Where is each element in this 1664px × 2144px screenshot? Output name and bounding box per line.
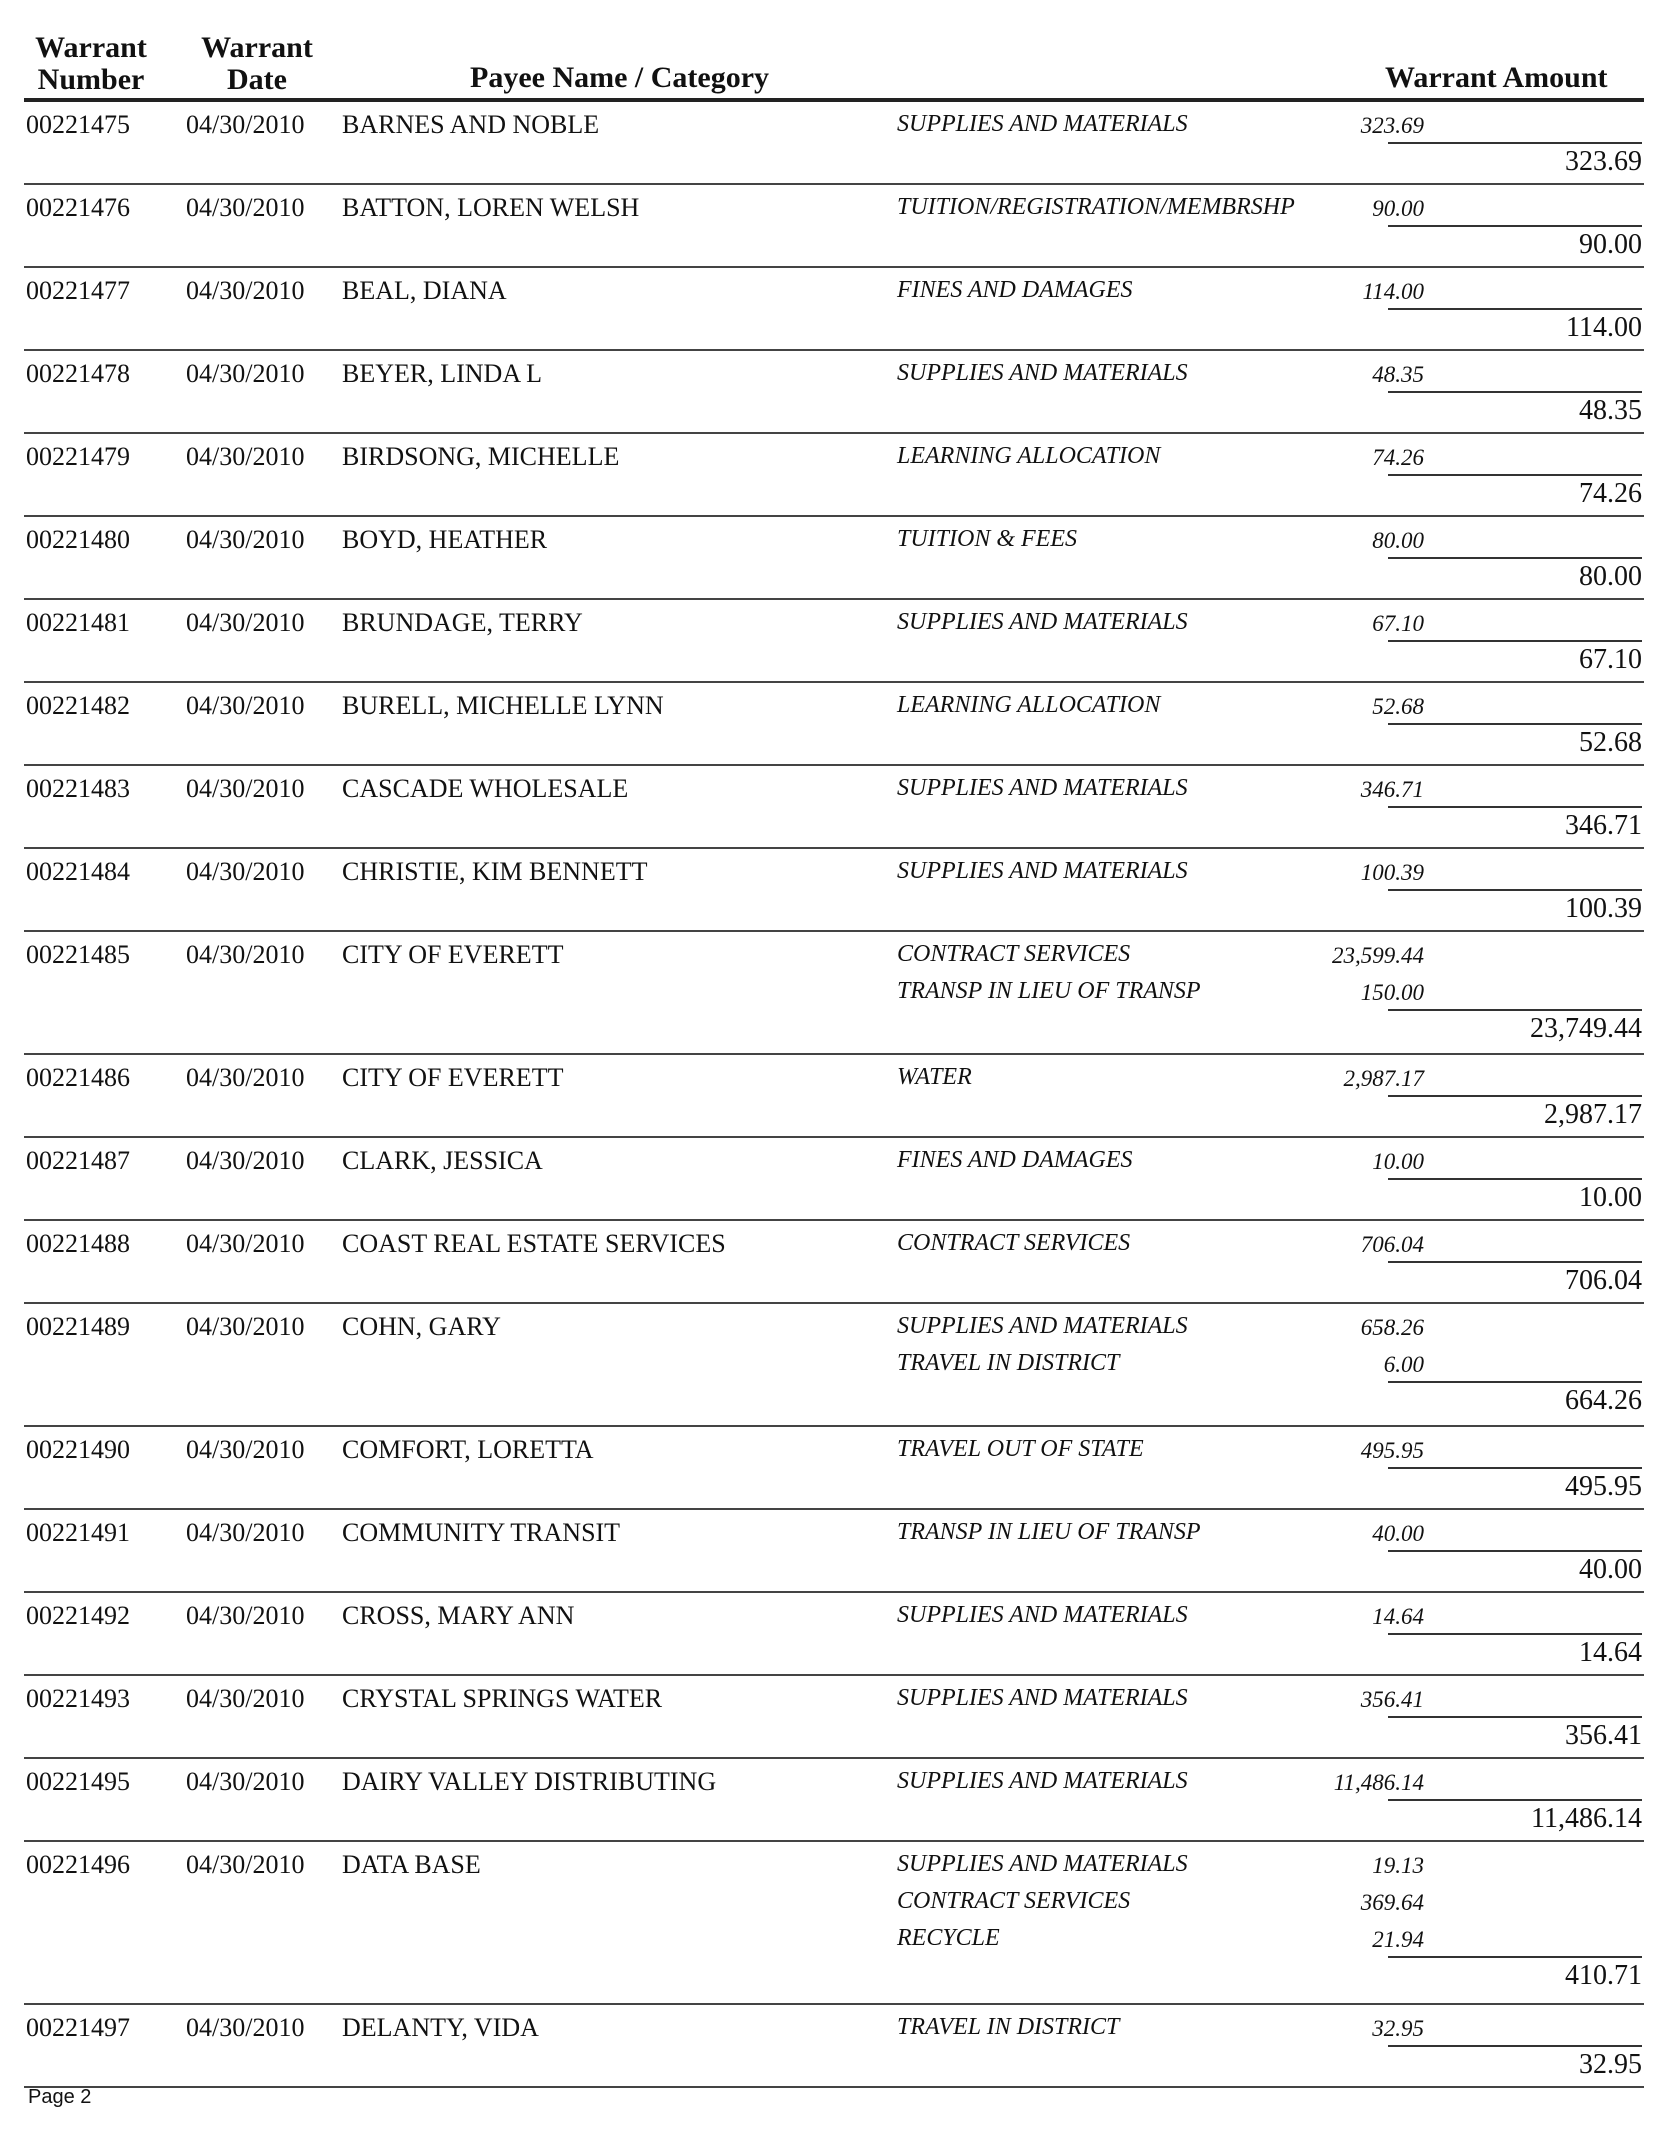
category-label: SUPPLIES AND MATERIALS: [897, 1602, 1188, 1628]
category-label: SUPPLIES AND MATERIALS: [897, 1685, 1188, 1711]
warrant-total: 90.00: [1579, 229, 1642, 260]
warrant-total: 48.35: [1579, 395, 1642, 426]
warrant-number: 00221479: [26, 442, 130, 471]
subtotal-rule: [1388, 723, 1642, 725]
line-amount: 658.26: [1360, 1315, 1424, 1340]
warrant-number: 00221490: [26, 1435, 130, 1464]
subtotal-rule: [1388, 1095, 1642, 1097]
subtotal-rule: [1388, 1716, 1642, 1718]
warrant-date: 04/30/2010: [186, 525, 305, 554]
warrant-date: 04/30/2010: [186, 1229, 305, 1258]
category-label: TRAVEL IN DISTRICT: [897, 1350, 1120, 1376]
line-amount: 40.00: [1372, 1521, 1424, 1546]
warrant-total: 495.95: [1565, 1471, 1642, 1502]
header-warrant-number-line1: Warrant: [35, 31, 147, 64]
line-amount: 495.95: [1360, 1438, 1424, 1463]
payee-name: CITY OF EVERETT: [342, 1063, 564, 1092]
payee-name: CITY OF EVERETT: [342, 940, 564, 969]
warrant-number: 00221477: [26, 276, 130, 305]
warrant-date: 04/30/2010: [186, 1850, 305, 1879]
subtotal-rule: [1388, 806, 1642, 808]
category-label: TRANSP IN LIEU OF TRANSP: [897, 1519, 1201, 1545]
payee-name: COAST REAL ESTATE SERVICES: [342, 1229, 726, 1258]
warrant-record: [24, 351, 1644, 434]
warrant-number: 00221482: [26, 691, 130, 720]
warrant-total: 14.64: [1579, 1637, 1642, 1668]
warrant-number: 00221491: [26, 1518, 130, 1547]
header-warrant-amount: Warrant Amount: [1385, 61, 1608, 94]
category-label: FINES AND DAMAGES: [897, 277, 1133, 303]
warrant-number: 00221496: [26, 1850, 130, 1879]
warrant-number: 00221488: [26, 1229, 130, 1258]
line-amount: 19.13: [1372, 1853, 1424, 1878]
subtotal-rule: [1388, 1550, 1642, 1552]
warrant-record: [24, 2005, 1644, 2088]
warrant-date: 04/30/2010: [186, 1767, 305, 1796]
warrant-date: 04/30/2010: [186, 857, 305, 886]
payee-name: CROSS, MARY ANN: [342, 1601, 575, 1630]
line-amount: 369.64: [1360, 1890, 1424, 1915]
warrant-total: 346.71: [1565, 810, 1642, 841]
line-amount: 11,486.14: [1333, 1770, 1424, 1795]
payee-name: BOYD, HEATHER: [342, 525, 548, 554]
warrant-date: 04/30/2010: [186, 940, 305, 969]
payee-name: BRUNDAGE, TERRY: [342, 608, 583, 637]
warrant-total: 706.04: [1565, 1265, 1642, 1296]
warrant-total: 114.00: [1566, 312, 1642, 343]
line-amount: 10.00: [1372, 1149, 1424, 1174]
line-amount: 346.71: [1360, 777, 1424, 802]
category-label: CONTRACT SERVICES: [897, 941, 1131, 967]
line-amount: 14.64: [1372, 1604, 1424, 1629]
warrant-number: 00221487: [26, 1146, 130, 1175]
payee-name: BATTON, LOREN WELSH: [342, 193, 640, 222]
warrant-number: 00221484: [26, 857, 130, 886]
line-amount: 6.00: [1383, 1352, 1424, 1377]
subtotal-rule: [1388, 1633, 1642, 1635]
line-amount: 67.10: [1372, 611, 1424, 636]
warrant-record: [24, 102, 1644, 185]
header-warrant-number-line2: Number: [37, 63, 145, 96]
category-label: SUPPLIES AND MATERIALS: [897, 858, 1188, 884]
warrant-record: [24, 1221, 1644, 1304]
category-label: LEARNING ALLOCATION: [897, 692, 1161, 718]
subtotal-rule: [1388, 1799, 1642, 1801]
page-number: Page 2: [28, 2086, 92, 2108]
warrant-record: [24, 1138, 1644, 1221]
category-label: SUPPLIES AND MATERIALS: [897, 1768, 1188, 1794]
payee-name: CHRISTIE, KIM BENNETT: [342, 857, 648, 886]
warrant-date: 04/30/2010: [186, 359, 305, 388]
payee-name: CASCADE WHOLESALE: [342, 774, 629, 803]
category-label: WATER: [897, 1064, 972, 1090]
category-label: SUPPLIES AND MATERIALS: [897, 775, 1188, 801]
warrant-number: 00221497: [26, 2013, 130, 2042]
warrant-record: [24, 268, 1644, 351]
warrant-date: 04/30/2010: [186, 1312, 305, 1341]
category-label: TRANSP IN LIEU OF TRANSP: [897, 978, 1201, 1004]
category-label: LEARNING ALLOCATION: [897, 443, 1161, 469]
subtotal-rule: [1388, 1009, 1642, 1011]
warrant-date: 04/30/2010: [186, 774, 305, 803]
record-separator: [24, 2086, 1644, 2088]
warrant-total: 32.95: [1579, 2049, 1642, 2080]
warrant-date: 04/30/2010: [186, 1146, 305, 1175]
line-amount: 23,599.44: [1332, 943, 1424, 968]
line-amount: 48.35: [1372, 362, 1424, 387]
category-label: TUITION & FEES: [897, 526, 1077, 552]
warrant-number: 00221476: [26, 193, 130, 222]
warrant-date: 04/30/2010: [186, 691, 305, 720]
warrant-total: 80.00: [1579, 561, 1642, 592]
warrant-number: 00221483: [26, 774, 130, 803]
payee-name: COMMUNITY TRANSIT: [342, 1518, 621, 1547]
warrant-date: 04/30/2010: [186, 110, 305, 139]
subtotal-rule: [1388, 308, 1642, 310]
warrant-total: 10.00: [1579, 1182, 1642, 1213]
warrant-total: 74.26: [1579, 478, 1642, 509]
warrant-record: [24, 600, 1644, 683]
subtotal-rule: [1388, 474, 1642, 476]
category-label: SUPPLIES AND MATERIALS: [897, 1313, 1188, 1339]
warrant-record: [24, 1842, 1644, 2005]
warrant-number: 00221485: [26, 940, 130, 969]
category-label: SUPPLIES AND MATERIALS: [897, 609, 1188, 635]
category-label: TRAVEL IN DISTRICT: [897, 2014, 1120, 2040]
warrant-date: 04/30/2010: [186, 276, 305, 305]
warrant-date: 04/30/2010: [186, 608, 305, 637]
category-label: CONTRACT SERVICES: [897, 1888, 1131, 1914]
warrant-total: 67.10: [1579, 644, 1642, 675]
warrant-record: [24, 1676, 1644, 1759]
warrant-total: 40.00: [1579, 1554, 1642, 1585]
warrant-date: 04/30/2010: [186, 1518, 305, 1547]
category-label: FINES AND DAMAGES: [897, 1147, 1133, 1173]
warrant-total: 2,987.17: [1544, 1099, 1642, 1130]
warrant-record: [24, 517, 1644, 600]
warrant-record: [24, 683, 1644, 766]
category-label: SUPPLIES AND MATERIALS: [897, 1851, 1188, 1877]
payee-name: DELANTY, VIDA: [342, 2013, 539, 2042]
payee-name: BEAL, DIANA: [342, 276, 507, 305]
line-amount: 21.94: [1372, 1927, 1424, 1952]
warrant-record: [24, 766, 1644, 849]
payee-name: CLARK, JESSICA: [342, 1146, 543, 1175]
payee-name: BURELL, MICHELLE LYNN: [342, 691, 664, 720]
warrant-total: 52.68: [1579, 727, 1642, 758]
header-warrant-date: [192, 32, 322, 96]
subtotal-rule: [1388, 557, 1642, 559]
warrant-total: 356.41: [1565, 1720, 1642, 1751]
warrant-date: 04/30/2010: [186, 1435, 305, 1464]
warrant-total: 100.39: [1565, 893, 1642, 924]
warrant-number: 00221492: [26, 1601, 130, 1630]
warrant-date: 04/30/2010: [186, 1063, 305, 1092]
warrant-number: 00221480: [26, 525, 130, 554]
subtotal-rule: [1388, 1381, 1642, 1383]
warrant-total: 323.69: [1565, 146, 1642, 177]
line-amount: 706.04: [1360, 1232, 1424, 1257]
header-warrant-number: [26, 32, 156, 96]
subtotal-rule: [1388, 225, 1642, 227]
warrant-date: 04/30/2010: [186, 2013, 305, 2042]
warrant-total: 410.71: [1565, 1960, 1642, 1991]
subtotal-rule: [1388, 2045, 1642, 2047]
line-amount: 2,987.17: [1343, 1066, 1424, 1091]
warrant-number: 00221493: [26, 1684, 130, 1713]
subtotal-rule: [1388, 889, 1642, 891]
subtotal-rule: [1388, 142, 1642, 144]
warrant-record: [24, 1427, 1644, 1510]
warrant-total: 11,486.14: [1531, 1803, 1642, 1834]
warrant-number: 00221495: [26, 1767, 130, 1796]
warrant-record: [24, 1593, 1644, 1676]
header-warrant-date-line2: Date: [227, 63, 287, 96]
line-amount: 32.95: [1372, 2016, 1424, 2041]
line-amount: 74.26: [1372, 445, 1424, 470]
warrant-total: 664.26: [1565, 1385, 1642, 1416]
payee-name: BIRDSONG, MICHELLE: [342, 442, 620, 471]
category-label: RECYCLE: [897, 1925, 1000, 1951]
line-amount: 80.00: [1372, 528, 1424, 553]
line-amount: 100.39: [1360, 860, 1424, 885]
warrant-record: [24, 185, 1644, 268]
warrant-number: 00221489: [26, 1312, 130, 1341]
subtotal-rule: [1388, 640, 1642, 642]
subtotal-rule: [1388, 1261, 1642, 1263]
payee-name: BEYER, LINDA L: [342, 359, 543, 388]
payee-name: DAIRY VALLEY DISTRIBUTING: [342, 1767, 717, 1796]
category-label: TUITION/REGISTRATION/MEMBRSHP: [897, 194, 1295, 220]
payee-name: COHN, GARY: [342, 1312, 501, 1341]
subtotal-rule: [1388, 1956, 1642, 1958]
subtotal-rule: [1388, 1178, 1642, 1180]
payee-name: COMFORT, LORETTA: [342, 1435, 594, 1464]
warrant-record: [24, 434, 1644, 517]
warrant-number: 00221475: [26, 110, 130, 139]
warrant-record: [24, 1304, 1644, 1427]
header-payee: Payee Name / Category: [470, 61, 770, 94]
category-label: TRAVEL OUT OF STATE: [897, 1436, 1144, 1462]
warrant-date: 04/30/2010: [186, 1684, 305, 1713]
warrant-record: [24, 1759, 1644, 1842]
line-amount: 356.41: [1360, 1687, 1424, 1712]
category-label: CONTRACT SERVICES: [897, 1230, 1131, 1256]
warrant-number: 00221481: [26, 608, 130, 637]
category-label: SUPPLIES AND MATERIALS: [897, 360, 1188, 386]
warrant-record: [24, 849, 1644, 932]
payee-name: BARNES AND NOBLE: [342, 110, 600, 139]
line-amount: 90.00: [1372, 196, 1424, 221]
warrant-total: 23,749.44: [1530, 1013, 1642, 1044]
payee-name: CRYSTAL SPRINGS WATER: [342, 1684, 663, 1713]
header-warrant-date-line1: Warrant: [201, 31, 313, 64]
subtotal-rule: [1388, 1467, 1642, 1469]
warrant-number: 00221478: [26, 359, 130, 388]
warrant-record: [24, 1510, 1644, 1593]
line-amount: 323.69: [1360, 113, 1424, 138]
line-amount: 150.00: [1360, 980, 1424, 1005]
warrant-date: 04/30/2010: [186, 193, 305, 222]
warrant-date: 04/30/2010: [186, 442, 305, 471]
warrant-record: [24, 932, 1644, 1055]
payee-name: DATA BASE: [342, 1850, 481, 1879]
warrant-record: [24, 1055, 1644, 1138]
category-label: SUPPLIES AND MATERIALS: [897, 111, 1188, 137]
subtotal-rule: [1388, 391, 1642, 393]
line-amount: 52.68: [1372, 694, 1424, 719]
line-amount: 114.00: [1362, 279, 1424, 304]
warrant-date: 04/30/2010: [186, 1601, 305, 1630]
warrant-number: 00221486: [26, 1063, 130, 1092]
